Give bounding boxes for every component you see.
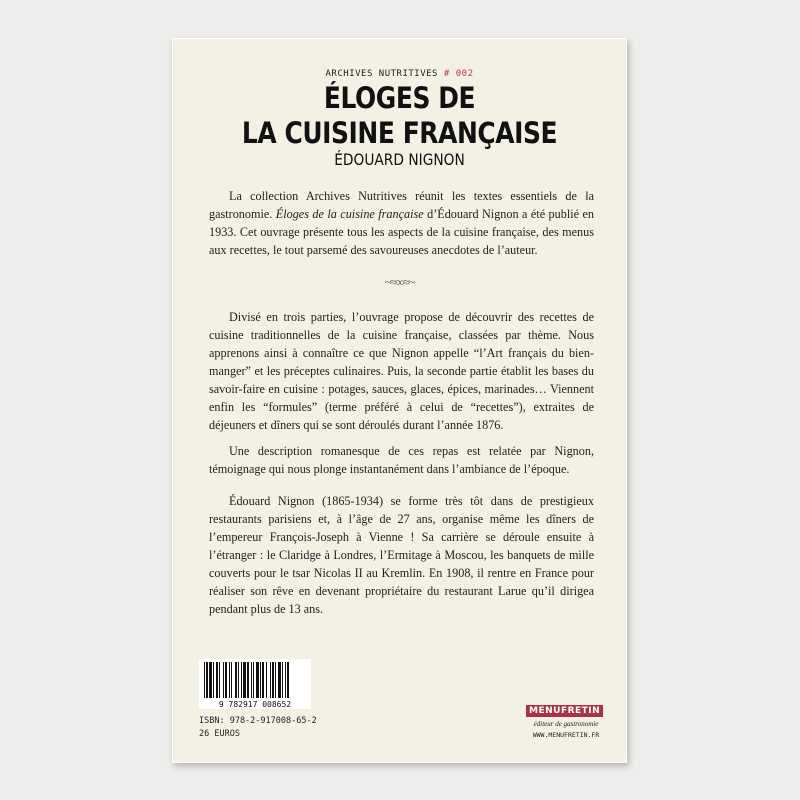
barcode-bar xyxy=(275,662,276,698)
barcode-bar xyxy=(260,662,261,698)
barcode-bar xyxy=(206,662,208,698)
barcode-digits: 9 782917 008652 xyxy=(218,700,292,709)
barcode-bar xyxy=(266,662,267,698)
book-title-italic: Éloges de la cuisine française xyxy=(275,207,424,221)
isbn-text: ISBN: 978-2-917008-65-2 xyxy=(199,716,317,726)
publisher-website: WWW.MENUFRETIN.FR xyxy=(532,731,600,739)
series-number: # 002 xyxy=(443,69,474,79)
barcode-bar xyxy=(270,662,271,698)
barcode-bar xyxy=(231,662,232,698)
barcode-bar xyxy=(256,662,259,698)
structure-paragraph: Divisé en trois parties, l’ouvrage propose de découvrir des recettes de cuisine traditionnelles de la cuisine française, classées par thème. Nous apprenons ainsi à connaître ce que Nignon appelle “l’Art français du bien-manger” et les préceptes culinaires. Puis, la seconde partie établit les bases du savoir-faire en cuisine : potages, sauces, glaces, épices, marinades… Viennent enfin les “formules” (terme préféré à celui de “recettes”), extraites de déjeuners et dîners qui se sont déroulés durant l’année 1876. xyxy=(209,310,594,432)
barcode-bar xyxy=(247,662,249,698)
series-name: ARCHIVES NUTRITIVES xyxy=(325,69,438,79)
barcode-bar xyxy=(272,662,274,698)
barcode-bar xyxy=(241,662,242,698)
book-back-cover xyxy=(172,38,627,763)
barcode-bar xyxy=(251,662,252,698)
publisher-logo: MENUFRETIN xyxy=(526,705,603,717)
barcode-bar xyxy=(204,662,205,698)
barcode-bar xyxy=(209,662,212,698)
barcode-bar xyxy=(282,662,283,698)
barcode-bar xyxy=(253,662,254,698)
description-paragraph: Une description romanesque de ces repas est relatée par Nignon, témoignage qui nous plonge instantanément dans l’ambiance de l’époque. xyxy=(209,444,594,476)
barcode-bar xyxy=(229,662,230,698)
book-title xyxy=(205,81,595,151)
barcode-bar xyxy=(262,662,264,698)
intro-text-b: d’Édouard Nignon a été publié en 1933. Cet ouvrage présente tous les aspects de la cuisine française, des menus aux recettes, le tout parsemé des savoureuses anecdotes de l’auteur. xyxy=(209,207,594,257)
barcode-bar xyxy=(278,662,281,698)
price-text: 26 EUROS xyxy=(199,729,240,739)
publisher-tagline: éditeur de gastronomie xyxy=(533,720,599,728)
author-name: ÉDOUARD NIGNON xyxy=(334,150,465,169)
title-line-1: ÉLOGES DE xyxy=(323,81,476,115)
series-label xyxy=(173,69,626,79)
ornament-fleuron: ~≈∞≈~ xyxy=(384,275,415,289)
barcode-bar xyxy=(235,662,237,698)
barcode-bar xyxy=(285,662,286,698)
barcode-bar xyxy=(287,662,289,698)
barcode-bar xyxy=(216,662,218,698)
barcode-bar xyxy=(238,662,239,698)
intro-paragraph xyxy=(209,187,594,259)
barcode-bar xyxy=(225,662,227,698)
barcode-bar xyxy=(223,662,224,698)
barcode xyxy=(199,659,311,709)
barcode-bar xyxy=(219,662,220,698)
biography-paragraph: Édouard Nignon (1865-1934) se forme très tôt dans de prestigieux restaurants parisiens et, à l’âge de 27 ans, organise même les dîners de l’empereur François-Joseph à Vienne ! Sa carrière se déroule ensuite à l’étranger : le Claridge à Londres, l’Ermitage à Moscou, les banquets de mille couverts pour le tsar Nicolas II au Kremlin. En 1908, il rentre en France pour réaliser son rêve en devenant propriétaire du restaurant Larue qu’il dirigea pendant plus de 13 ans. xyxy=(209,494,594,616)
intro-text-a: La collection Archives Nutritives réunit les textes essentiels de la gastronomie. xyxy=(209,189,594,221)
barcode-bar xyxy=(213,662,214,698)
barcode-bars xyxy=(199,659,311,709)
barcode-bar xyxy=(243,662,246,698)
title-line-2: LA CUISINE FRANÇAISE xyxy=(241,116,558,150)
